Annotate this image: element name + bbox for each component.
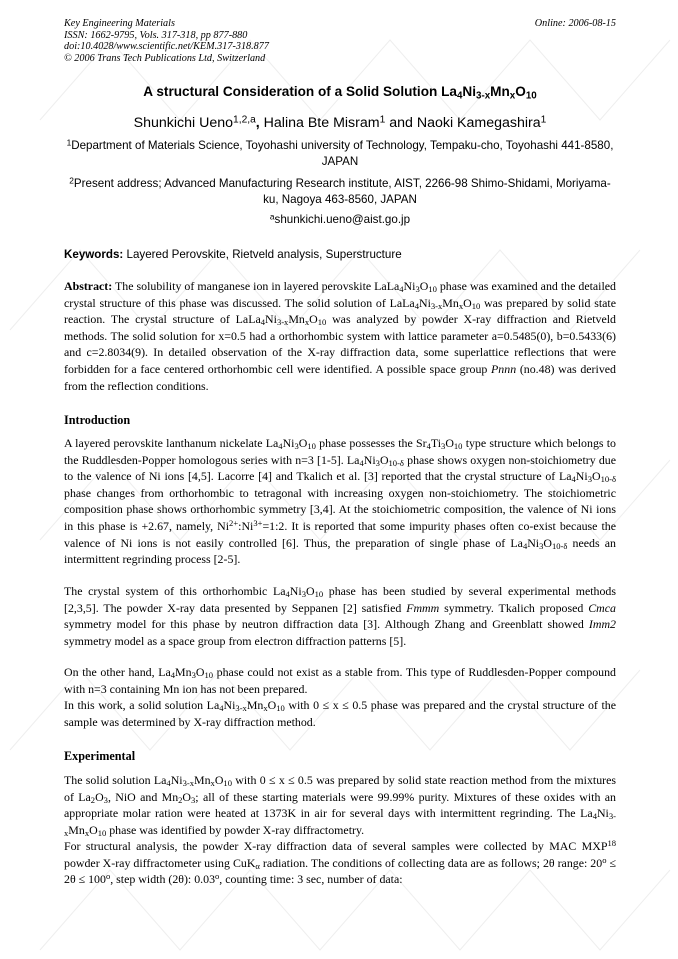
author-1-sup: 1,2,a [233,114,256,126]
intro-text: =1:2. It is reported that some impurity phases often co-exist because the valence of Ni ions is not easily controlled [6]. Thus, the preparation of single phase of La [64,518,616,550]
intro-text: A layered perovskite lanthanum nickelate La [64,436,279,450]
exp-text: For structural analysis, the powder X-ray diffraction data of several samples were collected by MAC MXP [64,839,608,853]
intro-text: phase changes from orthorhombic to tetragonal with increasing oxygen non-stoichiometry. The stoichiometric composition phase shows orthorhombic symmetry [3,4]. At the stoichiometric composition, the valence of Ni ions in this phase is +2.67, namely, Ni [64,485,616,533]
degree-sup: o [602,854,607,865]
issn-line: ISSN: 1662-9795, Vols. 317-318, pp 877-880 [64,29,248,41]
space-group: Pnnn [491,361,517,376]
exp-sub: α [255,860,260,871]
online-date: Online: 2006-08-15 [534,18,616,29]
degree-sup: o [215,871,220,882]
affiliation-1-sup: 1 [66,137,72,148]
introduction-para-1: A layered perovskite lanthanum nickelate $La_4Ni_3O_{10}$ phase possesses the $Sr_4Ti_3O_{10}$ type structure which belongs to the Ruddlesden-Popper homologous series with n=3 [1-5]. $La_4Ni_3O_{10-\delta}$ phase shows oxygen non-stoichiometry due to the valence of Ni ions [4,5]. Lacorre [4] and Tkalich et al. [3] reported that the crystal structure of $La_4Ni_3O_{10-\delta}$ phase changes from orthorhombic to tetragonal with increasing oxygen non-stoichiometry. The stoichiometric composition phase shows orthorhombic symmetry [3,4]. At the stoichiometric composition, the valence of Ni ions in this phase is +2.67, namely, $Ni^{2+}:Ni^{3+}=1:2$. It is reported that some impurity phases often co-exist because the valence of Ni ions is not easily controlled [6]. Thus, the preparation of single phase of $La_4Ni_3O_{10-\delta}$ needs an intermittent regrinding process [2-5]. [64,436,617,567]
copyright-line: © 2006 Trans Tech Publications Ltd, Switzerland [64,52,266,64]
exp-text: ≤ 2θ ≤ 100 [64,855,617,887]
space-group: Cmca [588,600,616,615]
journal-header [64,18,616,64]
abstract-text: (no.48) was derived from the reflection conditions. [64,361,616,393]
intro-text: symmetry model for this phase by neutron diffraction data [3]. Although Zhang and Greenblatt showed [64,617,589,632]
intro-text: :Ni [238,518,254,533]
title-sub: x [509,90,516,102]
affiliation-2-sup: 2 [69,175,74,186]
email-address[interactable]: shunkichi.ueno@aist.go.jp [274,213,411,226]
paper-title [64,84,616,102]
doi-line[interactable]: doi:10.4028/www.scientific.net/KEM.317-318.877 [64,41,269,53]
title-sub: 10 [525,90,537,102]
author-3-sup: 1 [540,114,547,126]
intro-text: phase possesses the Sr [315,436,427,450]
title-sub: 3-x [476,90,491,102]
space-group: Fmmm [406,600,440,615]
exp-text: ; all of these starting materials were 99.99% purity. Mixtures of these oxides with an appropriate molar ration were heated at 1373K in air for several days with intermittent regrinding. The La [64,789,616,821]
exp-text: powder X-ray diffractometer using CuK [64,855,256,870]
keywords [64,248,616,261]
author-sep: , [255,115,260,131]
exp-text: , NiO and Mn [107,789,179,804]
title-text: O [515,84,526,99]
author-3: and Naoki Kamegashira [385,115,541,131]
intro-text: phase shows oxygen non-stoichiometry due to the valence of Ni ions [4,5]. Lacorre [4] and Tkalich et al. [3] reported that the crystal structure of La [64,452,617,484]
degree-sup: o [105,871,111,882]
keywords-text: Layered Perovskite, Rietveld analysis, Superstructure [123,248,402,261]
abstract-text: was prepared by solid state reaction. The crystal structure of La [64,295,616,327]
affiliation-1 [64,138,616,170]
exp-text: phase was identified by powder X-ray diffractometry. [106,822,365,837]
intro-text: The crystal system of this orthorhombic La [64,584,286,598]
keywords-label: Keywords: [64,248,124,261]
introduction-heading: Introduction [64,413,131,427]
abstract: Abstract: The solubility of manganese ion in layered perovskite $LaLa_4Ni_3O_{10}$ phase was examined and the detailed crystal structure of this phase was discussed. The solid solution of $LaLa_4Ni_{3-x}Mn_xO_{10}$ was prepared by solid state reaction. The crystal structure of $LaLa_4Ni_{3-x}Mn_xO_{10}$ was analyzed by powder X-ray diffraction and Rietveld methods. The solid solution for x=0.5 had a orthorhombic system with lattice parameter a=0.5485(0), b=0.5433(6) and c=2.8034(9). In detailed observation of the X-ray diffraction data, some superlattice reflections that were forbidden for a face centered orthorhombic cell were identified. A possible space group Pnnn (no.48) was derived from the reflection conditions. [64,279,617,393]
affiliation-2 [64,176,616,208]
email-sup: a [269,211,275,222]
intro-text: with 0 ≤ x ≤ 0.5 phase was prepared and the crystal structure of the sample was determined by X-ray diffraction method. [64,698,616,729]
space-group: Imm2 [588,617,616,632]
abstract-label: Abstract: [64,279,113,293]
experimental-para-1: The solid solution $La_4Ni_{3-x}Mn_xO_{10}$ with 0 ≤ x ≤ 0.5 was prepared by solid state reaction method from the mixtures of $La_2O_3$, NiO and $Mn_2O_3$; all of these starting materials were 99.99% purity. Mixtures of these oxides with an appropriate molar ration were heated at 1373K in air for several days with intermittent regrinding. The $La_4Ni_{3-x}Mn_xO_{10}$ phase was identified by powder X-ray diffractometry. [64,773,617,838]
intro-text: On the other hand, La [64,665,171,679]
author-list [64,115,616,131]
abstract-text: The solubility of manganese ion in layered perovskite La [112,279,387,293]
exp-text: , step width (2θ): 0.03 [110,872,216,887]
title-text: A structural Consideration of a Solid Solution La [143,84,457,99]
abstract-text: phase was examined and the detailed crystal structure of this phase was discussed. The solid solution of La [64,279,617,310]
title-text: Ni [462,84,477,99]
intro-text: In this work, a solid solution La [64,698,220,712]
exp-text: The solid solution La [64,773,167,787]
introduction-para-2: The crystal system of this orthorhombic $La_4Ni_3O_{10}$ phase has been studied by several experimental methods [2,3,5]. The powder X-ray data presented by Seppanen [2] satisfied Fmmm symmetry. Tkalich proposed Cmca symmetry model for this phase by neutron diffraction data [3]. Although Zhang and Greenblatt showed Imm2 symmetry model as a space group from electron diffraction patterns [5]. [64,584,616,648]
author-2-sup: 1 [379,114,386,126]
intro-text: type structure which belongs to the Ruddlesden-Popper homologous series with n=3 [1-5]. La [64,436,616,467]
introduction-para-3: On the other hand, $La_4Mn_3O_{10}$ phase could not exist as a stable from. This type of Ruddlesden-Popper compound with n=3 containing Mn ion has not been prepared. [64,665,616,696]
title-text: Mn [490,84,510,99]
author-2: Halina Bte Misram [259,115,380,131]
intro-text: phase has been studied by several experimental methods [2,3,5]. The powder X-ray data presented by Seppanen [2] satisfied [64,584,616,615]
intro-text: needs an intermittent regrinding process [2-5]. [64,535,616,567]
journal-name: Key Engineering Materials [64,18,175,29]
affiliation-1-text: Department of Materials Science, Toyohashi university of Technology, Tempaku-cho, Toyohashi 441-8580, JAPAN [71,139,614,168]
affiliation-2-text: Present address; Advanced Manufacturing Research institute, AIST, 2266-98 Shimo-Shidami, Moriyama-ku, Nagoya 463-8560, JAPAN [73,177,611,206]
introduction-para-4: In this work, a solid solution $La_4Ni_{3-x}Mn_xO_{10}$ with 0 ≤ x ≤ 0.5 phase was prepared and the crystal structure of the sample was determined by X-ray diffraction method. [64,698,616,729]
abstract-text: was analyzed by powder X-ray diffraction and Rietveld methods. The solid solution for x=0.5 had a orthorhombic system with lattice parameter a=0.5485(0), b=0.5433(6) and c=2.8034(9). In detailed observation of the X-ray diffraction data, some superlattice reflections that were forbidden for a face centered orthorhombic cell were identified. A possible space group [64,312,617,376]
exp-sup: 18 [607,838,616,849]
exp-text: , counting time: 3 sec, number of data: [219,872,403,887]
author-1: Shunkichi Ueno [133,115,234,131]
intro-text: symmetry model as a space group from electron diffraction patterns [5]. [64,633,407,648]
exp-text: with 0 ≤ x ≤ 0.5 was prepared by solid state reaction method from the mixtures of La [64,773,617,804]
exp-text: radiation. The conditions of collecting data are as follows; 2θ range: 20 [259,855,603,870]
email-line [64,212,616,228]
intro-text: symmetry. Tkalich proposed [439,600,589,615]
title-sub: 4 [456,90,463,102]
experimental-para-2 [64,838,616,888]
experimental-heading: Experimental [64,749,136,763]
intro-text: phase could not exist as a stable from. This type of Ruddlesden-Popper compound with n=3 containing Mn ion has not been prepared. [64,665,616,696]
